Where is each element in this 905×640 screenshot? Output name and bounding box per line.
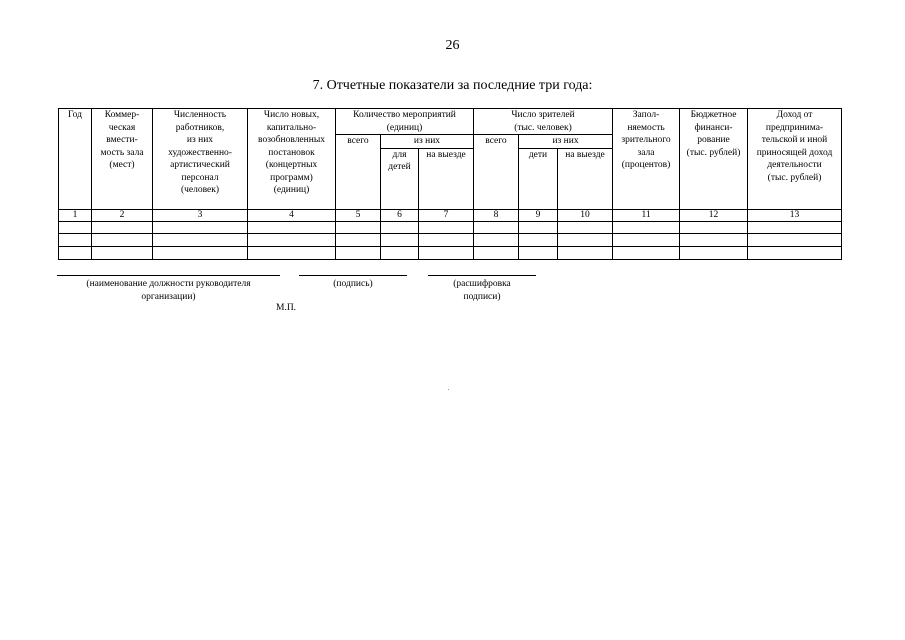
table-cell[interactable] — [680, 233, 748, 246]
table-cell[interactable] — [59, 246, 92, 259]
table-cell[interactable] — [92, 233, 153, 246]
table-cell[interactable] — [381, 246, 419, 259]
table-cell[interactable] — [558, 246, 613, 259]
table-cell[interactable] — [59, 233, 92, 246]
table-cell[interactable] — [92, 246, 153, 259]
table-cell[interactable] — [748, 221, 842, 233]
stamp-label: М.П. — [276, 303, 297, 313]
header-year: Год — [59, 109, 92, 210]
position-signature-line[interactable] — [57, 275, 280, 276]
header-budget: Бюджетное финанси- рование (тыс. рублей) — [680, 109, 748, 210]
table-row — [59, 233, 842, 246]
table-row — [59, 246, 842, 259]
table-cell[interactable] — [680, 221, 748, 233]
table-cell[interactable] — [613, 233, 680, 246]
table-cell[interactable] — [558, 233, 613, 246]
table-cell[interactable] — [336, 246, 381, 259]
column-number: 9 — [519, 209, 558, 221]
header-new-productions: Число новых, капитально- возобновленных постановок (концертных программ) (единиц) — [248, 109, 336, 210]
table-cell[interactable] — [519, 233, 558, 246]
table-cell[interactable] — [419, 233, 474, 246]
header-viewers-total: всего — [474, 135, 519, 210]
table-cell[interactable] — [748, 246, 842, 259]
table-cell[interactable] — [381, 233, 419, 246]
table-cell[interactable] — [153, 221, 248, 233]
header-income: Доход от предпринима- тельской и иной приносящей доход деятельности (тыс. рублей) — [748, 109, 842, 210]
header-events-total: всего — [336, 135, 381, 210]
table-cell[interactable] — [248, 233, 336, 246]
header-events-away: на выезде — [419, 148, 474, 209]
signature-line[interactable] — [299, 275, 407, 276]
column-number: 1 — [59, 209, 92, 221]
table-cell[interactable] — [558, 221, 613, 233]
table-cell[interactable] — [419, 221, 474, 233]
table-cell[interactable] — [613, 246, 680, 259]
header-viewers-away: на выезде — [558, 148, 613, 209]
position-caption: (наименование должности руководителя организации) — [86, 279, 251, 302]
table-cell[interactable] — [153, 246, 248, 259]
report-table — [58, 108, 842, 260]
decoding-signature-line[interactable] — [428, 275, 536, 276]
header-viewers-of-them: из них — [519, 135, 613, 149]
table-cell[interactable] — [680, 246, 748, 259]
table-cell[interactable] — [474, 233, 519, 246]
table-cell[interactable] — [519, 246, 558, 259]
column-number: 12 — [680, 209, 748, 221]
table-cell[interactable] — [519, 221, 558, 233]
table-cell[interactable] — [92, 221, 153, 233]
column-number: 8 — [474, 209, 519, 221]
column-number: 5 — [336, 209, 381, 221]
section-title: 7. Отчетные показатели за последние три года: — [312, 78, 593, 93]
column-number: 7 — [419, 209, 474, 221]
header-viewers-children: дети — [519, 148, 558, 209]
header-staff: Численность работников, из них художественно- артистический персонал (человек) — [153, 109, 248, 210]
table-cell[interactable] — [748, 233, 842, 246]
column-number: 13 — [748, 209, 842, 221]
header-occupancy: Запол- няемость зрительного зала (процентов) — [613, 109, 680, 210]
header-events-children: для детей — [381, 148, 419, 209]
header-viewers: Число зрителей (тыс. человек) — [474, 109, 613, 135]
column-number: 4 — [248, 209, 336, 221]
column-number-row — [59, 209, 842, 221]
decoding-caption: (расшифровка подписи) — [453, 279, 511, 302]
column-number: 11 — [613, 209, 680, 221]
table-cell[interactable] — [248, 246, 336, 259]
table-cell[interactable] — [419, 246, 474, 259]
column-number: 10 — [558, 209, 613, 221]
header-events: Количество мероприятий (единиц) — [336, 109, 474, 135]
table-cell[interactable] — [248, 221, 336, 233]
header-capacity: Коммер- ческая вмести- мость зала (мест) — [92, 109, 153, 210]
column-number: 2 — [92, 209, 153, 221]
column-number: 3 — [153, 209, 248, 221]
table-cell[interactable] — [474, 246, 519, 259]
scan-speck — [448, 389, 449, 390]
column-number: 6 — [381, 209, 419, 221]
signature-caption: (подпись) — [333, 279, 373, 289]
table-cell[interactable] — [336, 221, 381, 233]
table-cell[interactable] — [153, 233, 248, 246]
page-number: 26 — [445, 38, 460, 53]
table-cell[interactable] — [59, 221, 92, 233]
table-cell[interactable] — [336, 233, 381, 246]
table-cell[interactable] — [613, 221, 680, 233]
header-events-of-them: из них — [381, 135, 474, 149]
table-cell[interactable] — [474, 221, 519, 233]
table-cell[interactable] — [381, 221, 419, 233]
table-row — [59, 221, 842, 233]
